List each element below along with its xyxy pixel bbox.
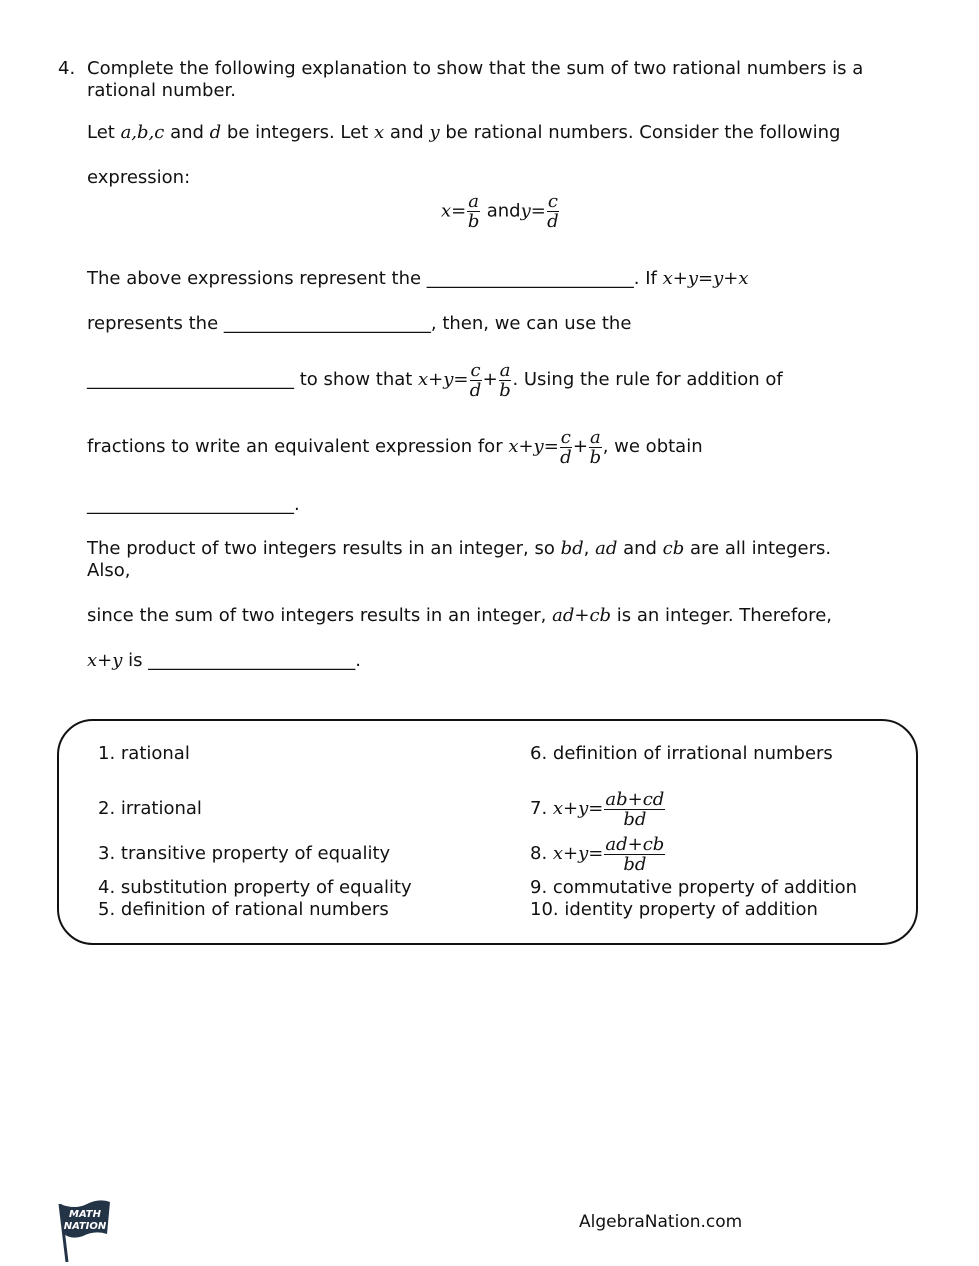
option-2: 2. irrational bbox=[98, 798, 202, 819]
represents-line: represents the _______________________, then, we can use the bbox=[87, 313, 632, 334]
option-8: 8. x+y= $\frac{ad+cb}{bd}$ bbox=[530, 833, 665, 875]
obtain-line: _______________________. bbox=[87, 494, 300, 515]
also-line: Also, bbox=[87, 560, 131, 581]
conclusion-line: x+y is _______________________. bbox=[87, 650, 361, 671]
math-nation-logo-icon bbox=[55, 1198, 115, 1264]
prompt-line-2: rational number. bbox=[87, 80, 236, 101]
answer-blank-3[interactable]: _______________________ bbox=[87, 369, 294, 390]
option-9: 9. commutative property of addition bbox=[530, 877, 858, 898]
option-10: 10. identity property of addition bbox=[530, 899, 818, 920]
definition-expressions: x= $\frac{a}{b}$ andy= $\frac{c}{d}$ bbox=[441, 191, 559, 232]
above-line: The above expressions represent the _______________________. If x+y=y+x bbox=[87, 268, 749, 289]
let-line: Let a,b,c and d be integers. Let x and y be rational numbers. Consider the following bbox=[87, 122, 841, 143]
show-line: _______________________ to show that x+y= $\frac{c}{d}$ + $\frac{a}{b}$ . Using the rule for addition of bbox=[87, 359, 783, 401]
svg-text:NATION: NATION bbox=[63, 1221, 107, 1232]
option-3: 3. transitive property of equality bbox=[98, 843, 391, 864]
footer-site: AlgebraNation.com bbox=[579, 1212, 743, 1232]
product-line: The product of two integers results in an integer, so bd, ad and cb are all integers. bbox=[87, 538, 832, 559]
option-1: 1. rational bbox=[98, 743, 190, 764]
answer-blank-1[interactable]: _______________________ bbox=[426, 268, 634, 289]
option-5: 5. definition of rational numbers bbox=[98, 899, 389, 920]
prompt-line-1: Complete the following explanation to show that the sum of two rational numbers is a bbox=[87, 58, 864, 79]
fractions-line: fractions to write an equivalent expression for x+y= $\frac{c}{d}$ + $\frac{a}{b}$ , we obtain bbox=[87, 426, 703, 468]
option-7: 7. x+y= $\frac{ab+cd}{bd}$ bbox=[530, 788, 665, 830]
answer-blank-2[interactable]: _______________________ bbox=[223, 313, 431, 334]
answer-blank-5[interactable]: _______________________ bbox=[148, 650, 356, 671]
since-line: since the sum of two integers results in an integer, ad+cb is an integer. Therefore, bbox=[87, 605, 832, 626]
option-4: 4. substitution property of equality bbox=[98, 877, 412, 898]
question-number: 4. bbox=[58, 58, 76, 79]
option-6: 6. definition of irrational numbers bbox=[530, 743, 833, 764]
answer-blank-4[interactable]: _______________________ bbox=[87, 494, 294, 515]
expression-label: expression: bbox=[87, 167, 191, 188]
svg-text:MATH: MATH bbox=[69, 1209, 101, 1220]
